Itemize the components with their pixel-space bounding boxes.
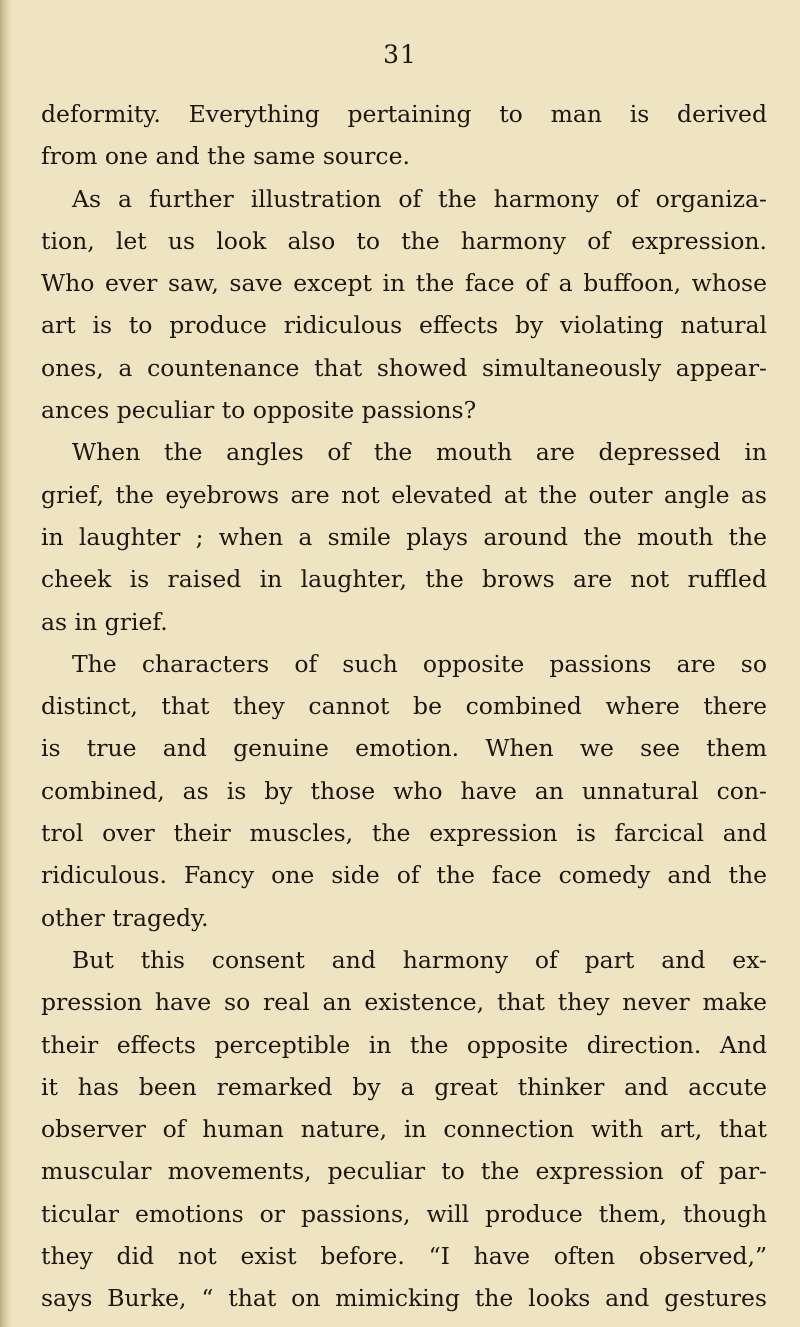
text-line: as in grief. — [41, 607, 168, 636]
text-line: ances peculiar to opposite passions? — [41, 396, 477, 425]
text-line: trol over their muscles, the expression is farcical and — [41, 819, 767, 848]
text-line: pression have so real an existence, that they never make — [41, 988, 767, 1017]
text-line: As a further illustration of the harmony of organiza- — [72, 184, 767, 213]
body-text — [41, 93, 767, 1320]
text-line: observer of human nature, in connection with art, that — [41, 1115, 767, 1144]
text-line: says Burke, “ that on mimicking the looks and gestures — [41, 1284, 767, 1313]
text-line: in laughter ; when a smile plays around the mouth the — [41, 522, 767, 551]
text-line: from one and the same source. — [41, 142, 410, 171]
text-line: When the angles of the mouth are depressed in — [72, 438, 767, 467]
text-line: ridiculous. Fancy one side of the face comedy and the — [41, 861, 767, 890]
text-line: ones, a countenance that showed simultaneously appear- — [41, 353, 767, 382]
text-line: art is to produce ridiculous effects by violating natural — [41, 311, 767, 340]
text-line: their effects perceptible in the opposite direction. And — [41, 1030, 767, 1059]
text-line: deformity. Everything pertaining to man is derived — [41, 100, 767, 128]
text-line: is true and genuine emotion. When we see them — [41, 734, 767, 763]
page-number: 31 — [383, 40, 417, 69]
text-line: they did not exist before. “I have often observed,” — [41, 1242, 767, 1271]
text-line: it has been remarked by a great thinker and accute — [41, 1072, 767, 1101]
text-line: muscular movements, peculiar to the expression of par- — [41, 1157, 767, 1186]
text-line: ticular emotions or passions, will produce them, though — [41, 1199, 767, 1228]
text-line: tion, let us look also to the harmony of expression. — [41, 226, 767, 255]
text-line: But this consent and harmony of part and ex- — [72, 945, 767, 974]
page-edge-shadow — [0, 0, 12, 1327]
text-line: distinct, that they cannot be combined where there — [41, 692, 767, 721]
text-line: grief, the eyebrows are not elevated at the outer angle as — [41, 480, 767, 509]
text-line: cheek is raised in laughter, the brows are not ruffled — [41, 565, 767, 594]
text-line: combined, as is by those who have an unnatural con- — [41, 776, 767, 805]
text-line: other tragedy. — [41, 903, 209, 932]
text-line: Who ever saw, save except in the face of a buffoon, whose — [41, 269, 767, 298]
text-line: The characters of such opposite passions are so — [72, 649, 767, 678]
